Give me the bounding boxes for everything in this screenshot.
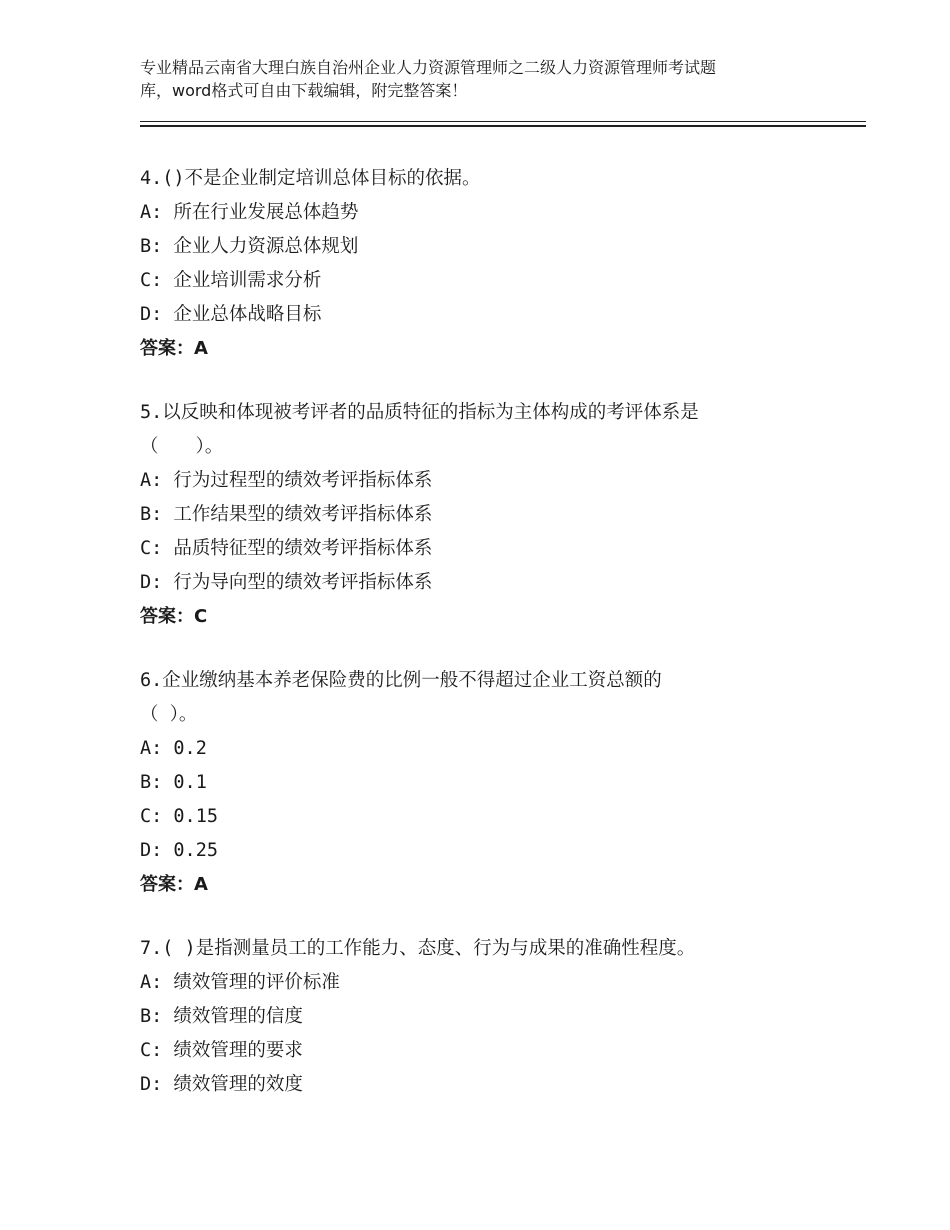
question-5-option-a: A: 行为过程型的绩效考评指标体系: [140, 470, 433, 491]
question-6-stem-line-2: （ ）。: [140, 704, 198, 725]
question-4: [140, 162, 860, 366]
question-7-option-c: C: 绩效管理的要求: [140, 1040, 303, 1061]
question-6-stem-line-1: 6.企业缴纳基本养老保险费的比例一般不得超过企业工资总额的: [140, 670, 662, 691]
question-7-option-d: D: 绩效管理的效度: [140, 1074, 303, 1095]
question-5-option-c: C: 品质特征型的绩效考评指标体系: [140, 538, 433, 559]
question-5-option-b: B: 工作结果型的绩效考评指标体系: [140, 504, 433, 525]
question-7-option-b: B: 绩效管理的信度: [140, 1006, 303, 1027]
question-list: [140, 162, 860, 1132]
header-title-line-2: 库，word格式可自由下载编辑，附完整答案！: [140, 81, 468, 100]
question-6-option-d: D: 0.25: [140, 840, 218, 861]
question-6-option-b: B: 0.1: [140, 772, 207, 793]
question-5-stem-line-1: 5.以反映和体现被考评者的品质特征的指标为主体构成的考评体系是: [140, 402, 699, 423]
header-divider-thick: [140, 125, 866, 127]
header-divider-thin: [140, 121, 866, 122]
question-4-answer: 答案：A: [140, 338, 208, 359]
question-5-option-d: D: 行为导向型的绩效考评指标体系: [140, 572, 433, 593]
question-5-stem-line-2: （ ）。: [140, 436, 224, 457]
question-6-answer: 答案：A: [140, 874, 208, 895]
question-4-option-b: B: 企业人力资源总体规划: [140, 236, 359, 257]
question-4-option-c: C: 企业培训需求分析: [140, 270, 322, 291]
question-7-stem: 7.( )是指测量员工的工作能力、态度、行为与成果的准确性程度。: [140, 938, 696, 959]
question-7: [140, 932, 860, 1102]
document-header: [140, 56, 830, 102]
question-4-option-a: A: 所在行业发展总体趋势: [140, 202, 359, 223]
question-7-option-a: A: 绩效管理的评价标准: [140, 972, 340, 993]
header-title-line-1: 专业精品云南省大理白族自治州企业人力资源管理师之二级人力资源管理师考试题: [140, 58, 717, 77]
question-5-answer: 答案：C: [140, 606, 208, 627]
question-5: [140, 396, 860, 634]
question-4-option-d: D: 企业总体战略目标: [140, 304, 322, 325]
question-6-option-c: C: 0.15: [140, 806, 218, 827]
question-6: [140, 664, 860, 902]
question-6-option-a: A: 0.2: [140, 738, 207, 759]
question-4-stem: 4.()不是企业制定培训总体目标的依据。: [140, 168, 481, 189]
